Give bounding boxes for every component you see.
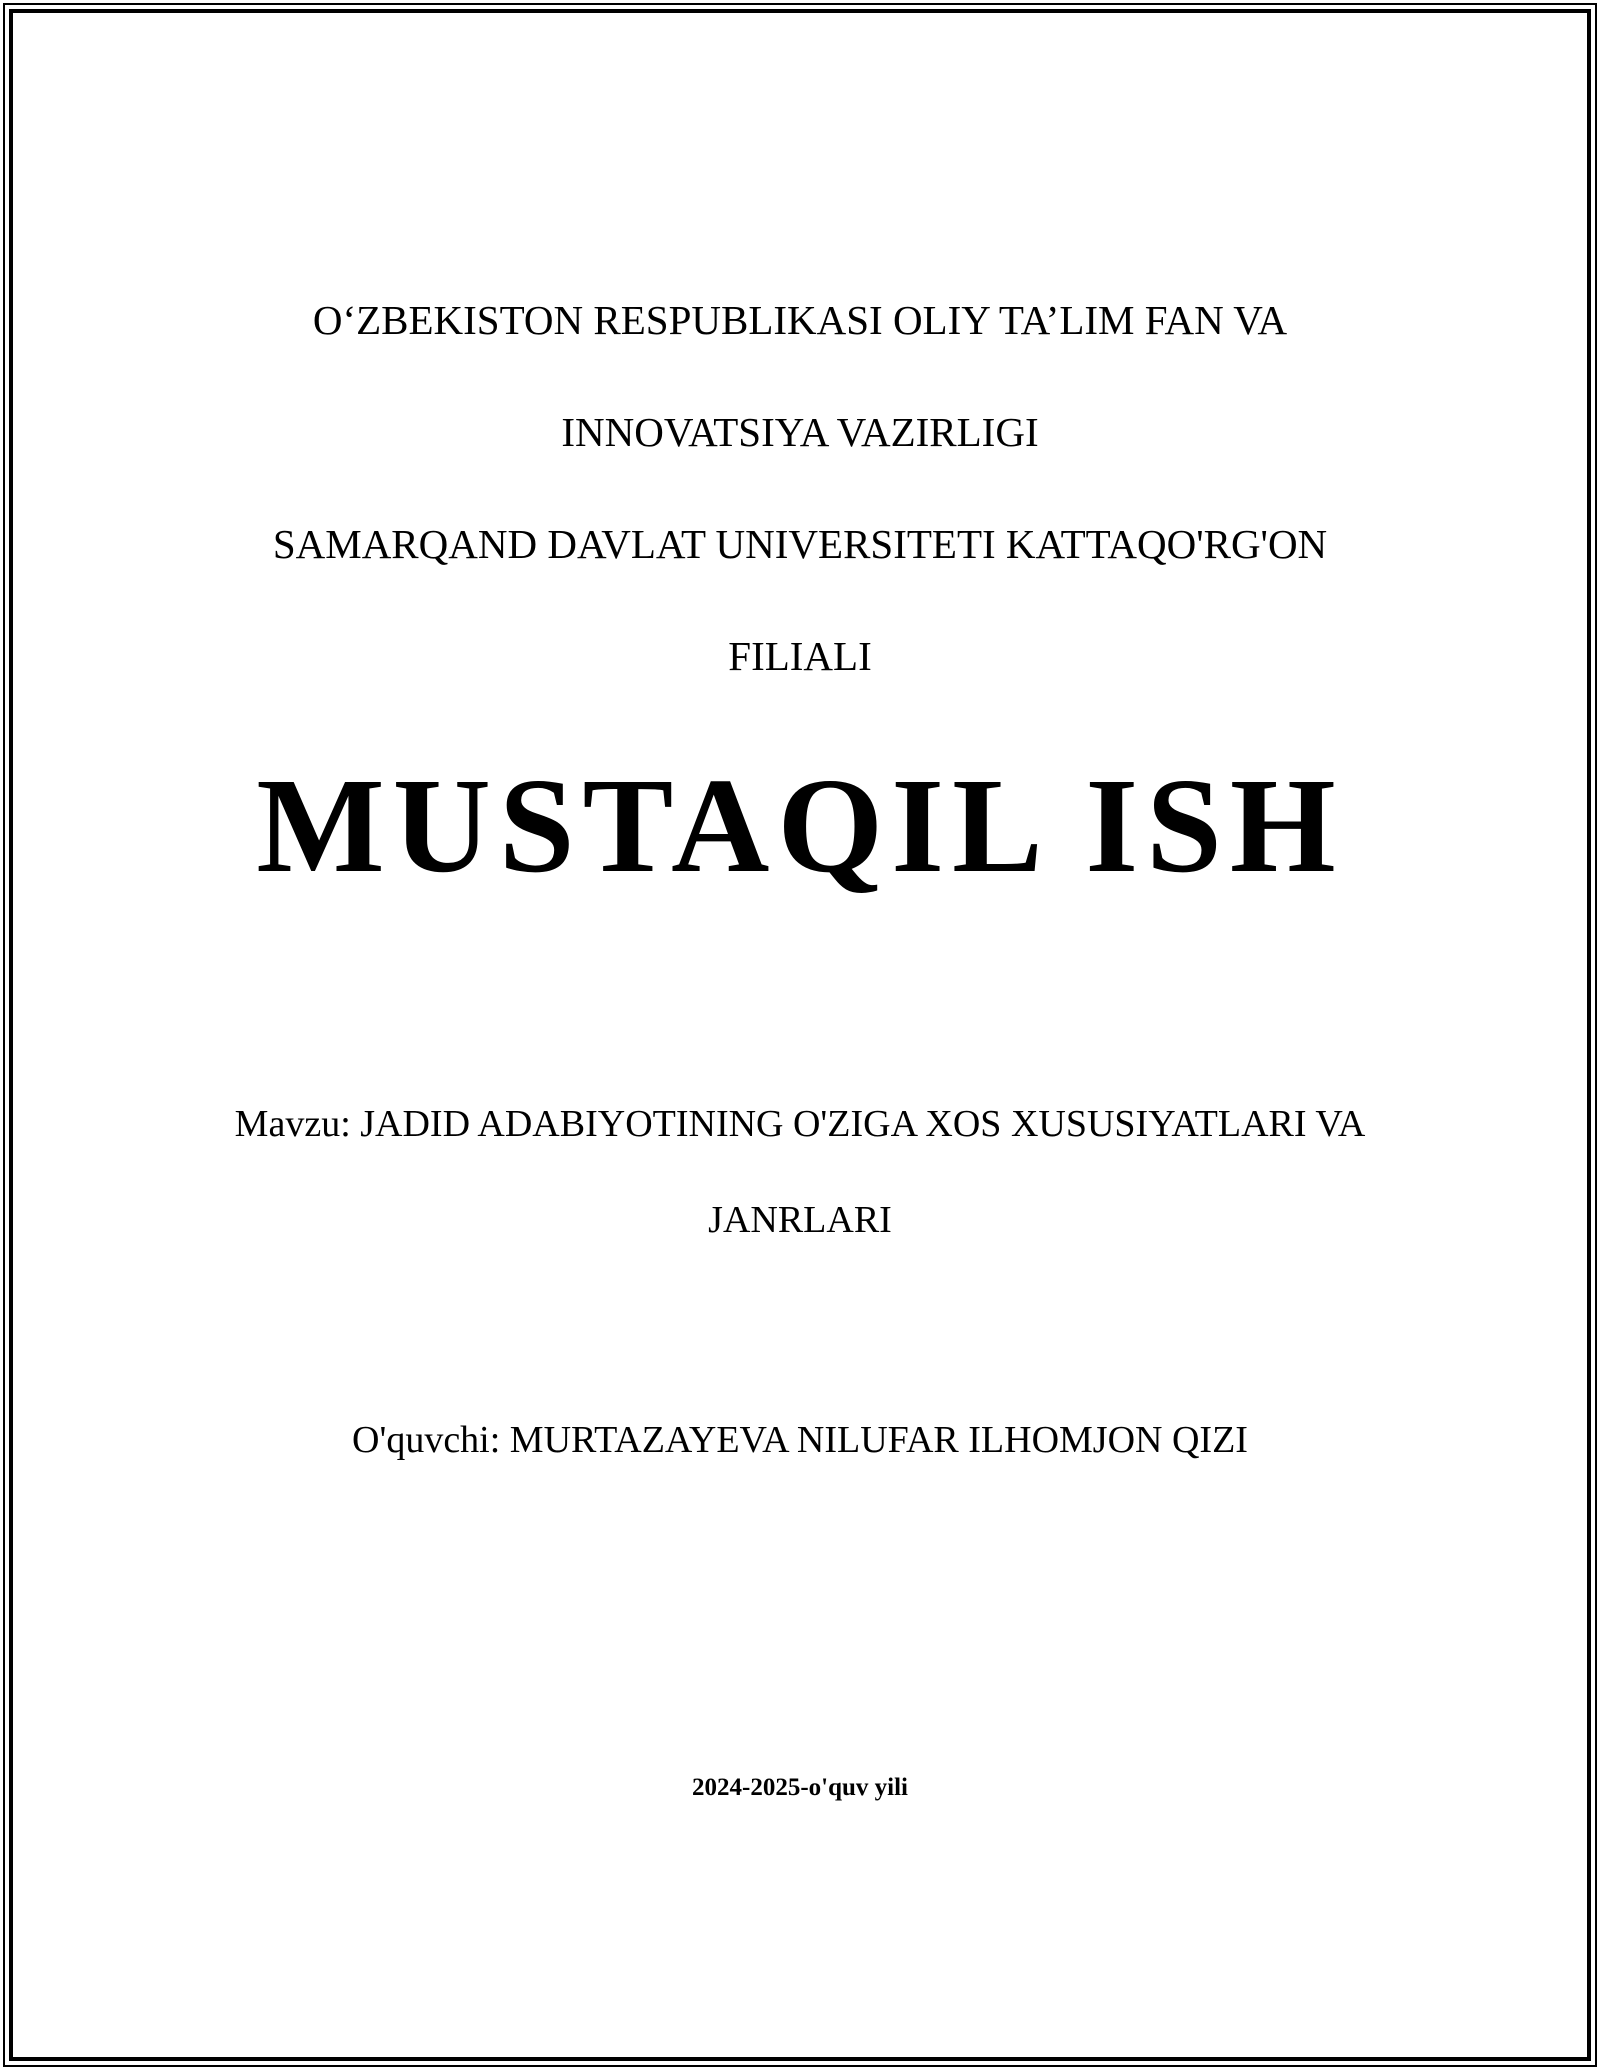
student-line: O'quvchi: MURTAZAYEVA NILUFAR ILHOMJON QIZI — [352, 1419, 1248, 1461]
university-header — [0, 236, 1600, 740]
header-line-4: FILIALI — [728, 633, 872, 679]
header-line-1: O‘ZBEKISTON RESPUBLIKASI OLIY TA’LIM FAN VA — [312, 297, 1288, 343]
header-line-2: INNOVATSIYA VAZIRLIGI — [561, 409, 1039, 455]
document-title: MUSTAQIL ISH — [256, 751, 1344, 901]
topic — [0, 1052, 1600, 1292]
header-line-3: SAMARQAND DAVLAT UNIVERSITETI KATTAQO'RG'ON — [272, 521, 1328, 567]
topic-line-1: Mavzu: JADID ADABIYOTINING O'ZIGA XOS XUSUSIYATLARI VA — [234, 1103, 1366, 1145]
academic-year: 2024-2025-o'quv yili — [692, 1774, 908, 1801]
topic-line-2: JANRLARI — [708, 1199, 892, 1241]
